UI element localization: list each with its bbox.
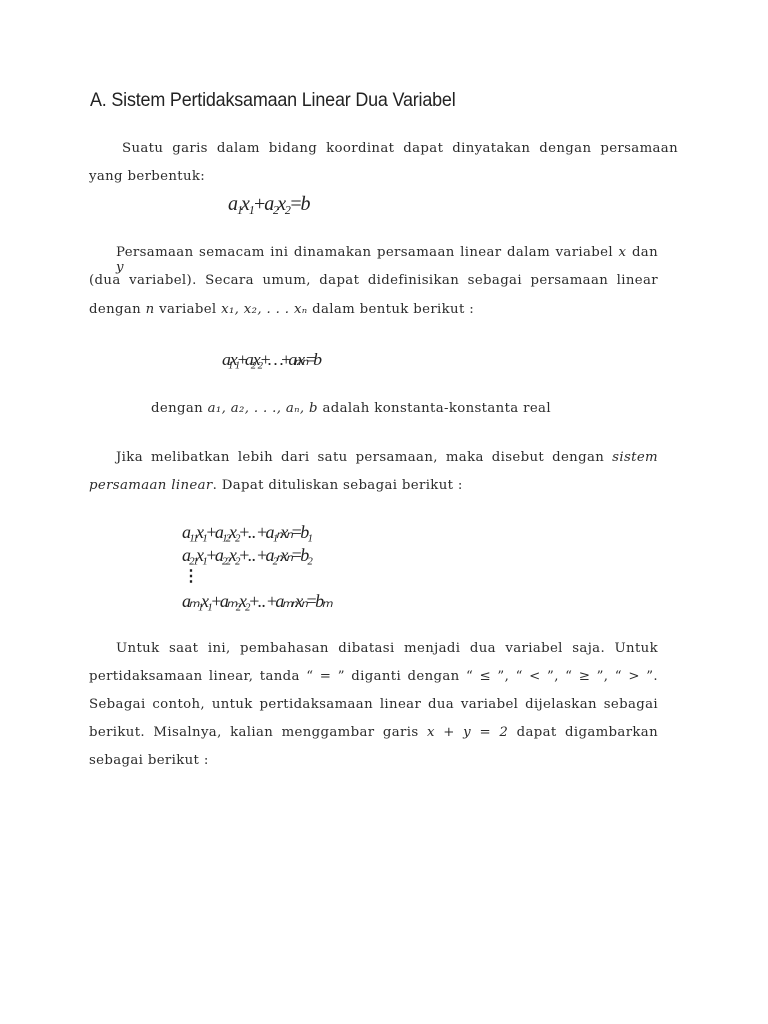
para3-line1: Jika melibatkan lebih dari satu persamaan, maka disebut dengan sistem (116, 450, 658, 465)
para3-line2: persamaan linear. Dapat dituliskan sebagai berikut : (89, 478, 463, 493)
para4-line2: pertidaksamaan linear, tanda “ = ” diganti dengan “ ≤ ”, “ < ”, “ ≥ ”, “ > ”. (89, 669, 658, 684)
para4-line3: Sebagai contoh, untuk pertidaksamaan linear dua variabel dijelaskan sebagai (89, 697, 658, 712)
para1-line2: yang berbentuk: (89, 169, 206, 184)
section-title: A. Sistem Pertidaksamaan Linear Dua Variabel (90, 89, 456, 111)
system-row-2: a₂₁x₁+a₂₂x₂+. . +a₂ₙxₙ=b₂ (182, 545, 311, 565)
system-vertical-dots: ⋮ (183, 568, 197, 585)
para4-line1: Untuk saat ini, pembahasan dibatasi menjadi dua variabel saja. Untuk (116, 641, 658, 656)
para4-line5: sebagai berikut : (89, 753, 209, 768)
para2-line3: dengan n variabel x₁, x₂, . . . xₙ dalam bentuk berikut : (89, 302, 475, 317)
equation-linear-two-variables: a₁x₁+a₂x₂=b (228, 193, 309, 215)
para2-line1: Persamaan semacam ini dinamakan persamaan linear dalam variabel x dan y (116, 245, 658, 275)
constants-line: dengan a₁, a₂, . . ., aₙ, b adalah konstanta-konstanta real (151, 401, 551, 416)
system-row-m: aₘ₁x₁+aₘ₂x₂+. . +aₘₙxₙ=bₘ (182, 591, 331, 611)
para4-line4: berikut. Misalnya, kalian menggambar garis x + y = 2 dapat digambarkan (89, 725, 658, 740)
system-row-1: a₁₁x₁+a₁₂x₂+. . +a₁ₙxₙ=b₁ (182, 522, 311, 542)
equation-linear-n-variables: a₁x₁+a₂x₂+…+aₙxₙ=b (222, 350, 319, 369)
para2-line2: (dua variabel). Secara umum, dapat didefinisikan sebagai persamaan linear (89, 273, 658, 288)
para1-line1: Suatu garis dalam bidang koordinat dapat dinyatakan dengan persamaan (122, 141, 678, 156)
